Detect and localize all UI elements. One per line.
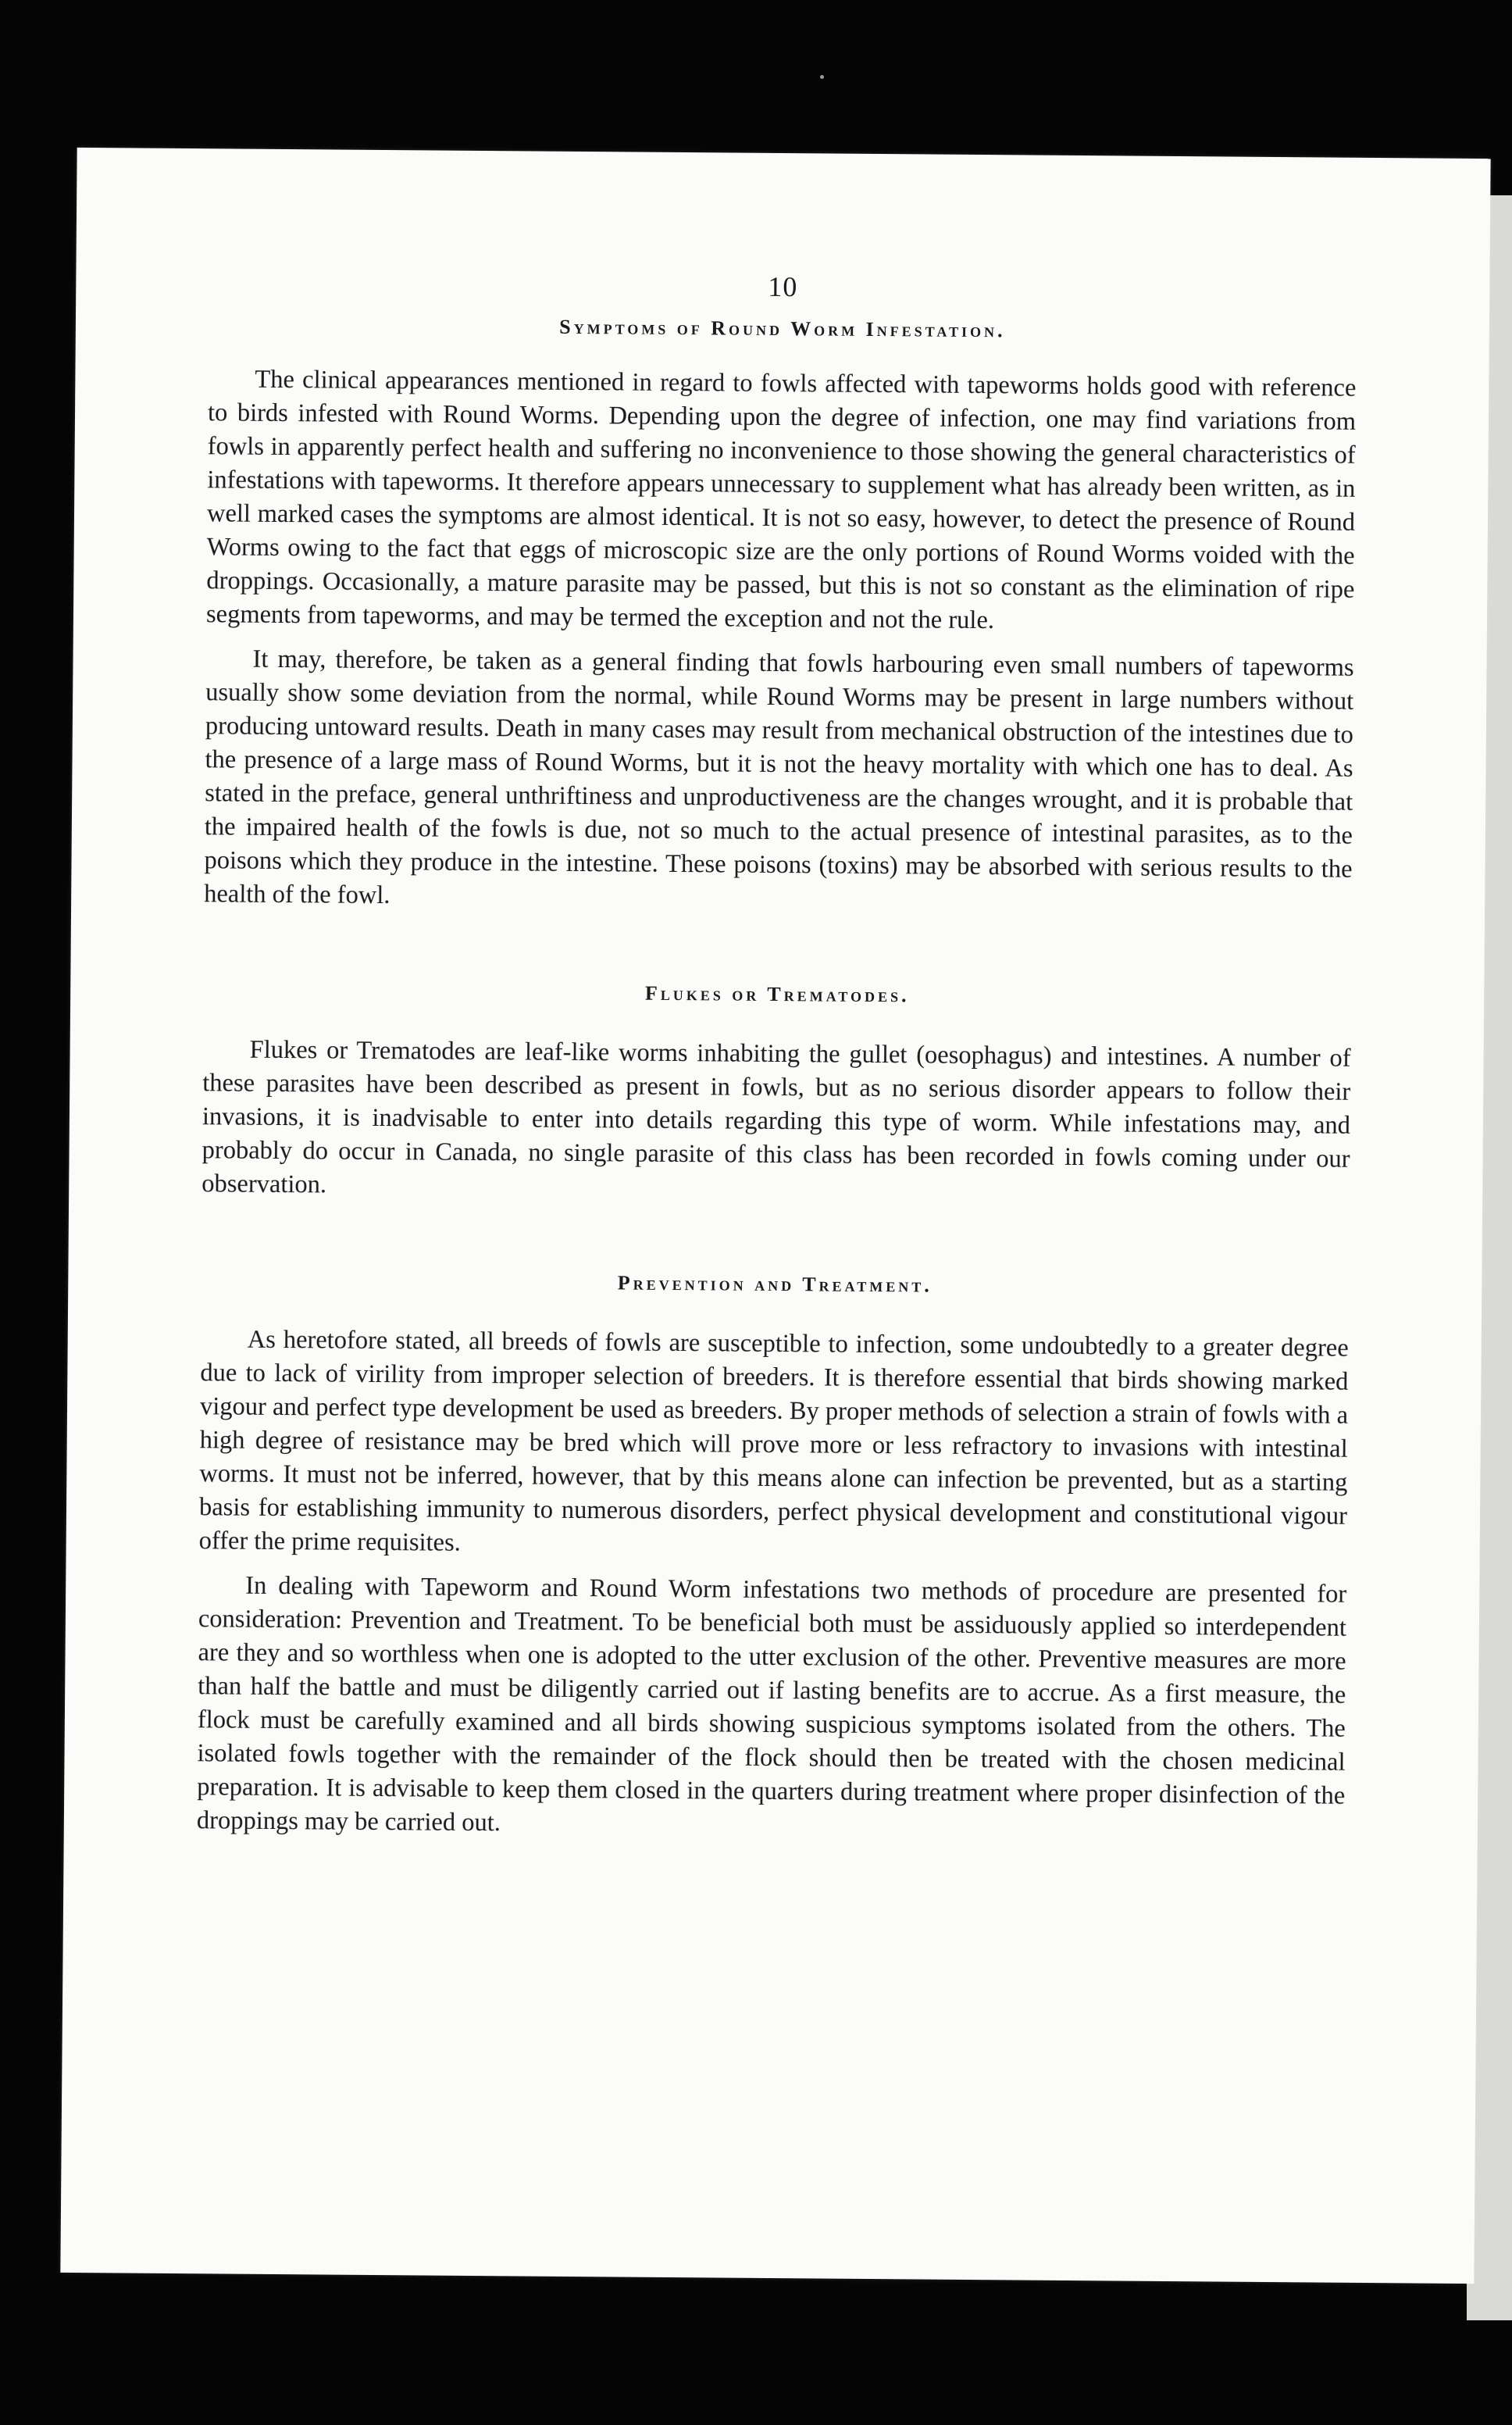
paragraph: In dealing with Tapeworm and Round Worm infestations two methods of procedure are presented for consideration: Prevention and Treatment. To be beneficial both must be assiduously applied so interdependent are they and so worthless when one is adopted to the utter exclusion of the other. Preventive measures are more than half the battle and must be diligently carried out if lasting benefits are to accrue. As a first measure, the flock must be carefully examined and all birds showing suspicious symptoms isolated from the others. The isolated fowls together with the remainder of the flock should then be treated with the chosen medicinal preparation. It is advisable to keep them closed in the quarters during treatment where proper disinfection of the droppings may be carried out.: [196, 1571, 1347, 1838]
scanned-page: [60, 148, 1490, 2284]
dust-speck: [820, 75, 824, 79]
page-number: 10: [768, 270, 798, 303]
section-heading: Prevention and Treatment.: [617, 1271, 933, 1297]
section-heading: Flukes or Trematodes.: [644, 981, 910, 1007]
paragraph: It may, therefore, be taken as a general finding that fowls harbouring even small numbers of tapeworms usually show some deviation from the normal, while Round Worms may be present in large numbers without producing untoward results. Death in many cases may result from mechanical obstruction of the intestines due to the presence of a large mass of Round Worms, but it is not the heavy mortality with which one has to deal. As stated in the preface, general unthriftiness and unproductiveness are the changes wrought, and it is probable that the impaired health of the fowls is due, not so much to the actual presence of intestinal parasites, as to the poisons which they produce in the intestine. These poisons (toxins) may be absorbed with serious results to the health of the fowl.: [204, 645, 1354, 910]
paragraph: Flukes or Trematodes are leaf-like worms inhabiting the gullet (oesophagus) and intestines. A number of these parasites have been described as present in fowls, but as no serious disorder appears to follow their invasions, it is inadvisable to enter into details regarding this type of worm. While infestations may, and probably do occur in Canada, no single parasite of this class has been recorded in fowls coming under our observation.: [201, 1035, 1351, 1199]
page-content: [197, 266, 1357, 1846]
paragraph: As heretofore stated, all breeds of fowls are susceptible to infection, some undoubtedly to a greater degree due to lack of virility from improper selection of breeders. It is therefore essential that birds showing marked vigour and perfect type development be used as breeders. By proper methods of selection a strain of fowls with a high degree of resistance may be bred which will prove more or less refractory to invasions with intestinal worms. It must not be inferred, however, that by this means alone can infection be prevented, but as a starting basis for establishing immunity to numerous disorders, perfect physical development and constitutional vigour offer the prime requisites.: [198, 1325, 1349, 1557]
paragraph: The clinical appearances mentioned in regard to fowls affected with tapeworms holds good with reference to birds infested with Round Worms. Depending upon the degree of infection, one may find variations from fowls in apparently perfect health and suffering no inconvenience to those showing the general characteristics of infestations with tapeworms. It therefore appears unnecessary to supplement what has already been written, as in well marked cases the symptoms are almost identical. It is not so easy, however, to detect the presence of Round Worms owing to the fact that eggs of microscopic size are the only portions of Round Worms voided with the droppings. Occasionally, a mature parasite may be passed, but this is not so constant as the elimination of ripe segments from tapeworms, and may be termed the exception and not the rule.: [205, 365, 1357, 635]
section-heading: Symptoms of Round Worm Infestation.: [559, 315, 1006, 342]
